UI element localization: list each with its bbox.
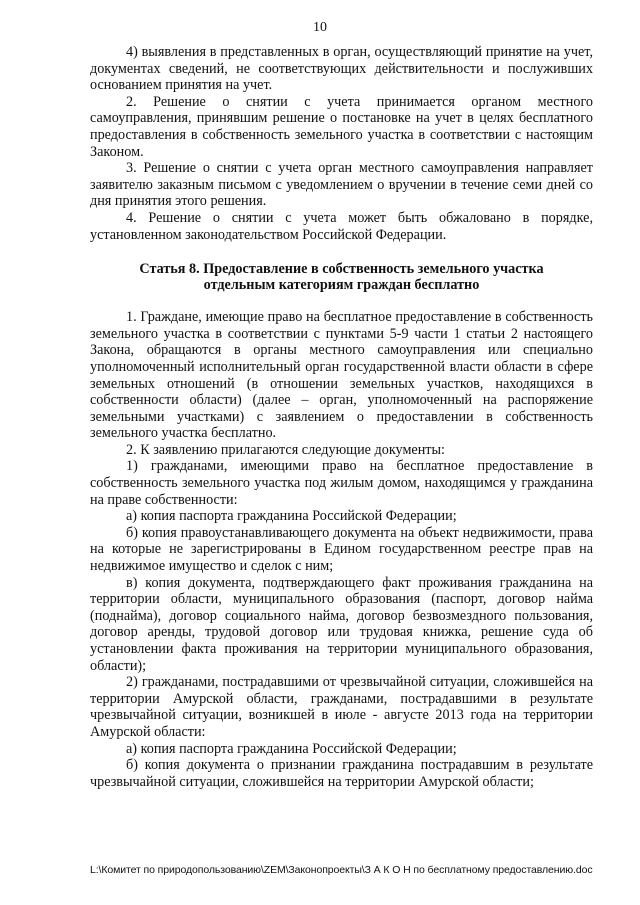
- page-number: 10: [313, 20, 327, 35]
- paragraph: 4) выявления в представленных в орган, осуществляющий принятие на учет, документах сведений, не соответствующих действительности и послуживших основанием принятия на учет.: [90, 44, 593, 94]
- paragraph: 2. Решение о снятии с учета принимается органом местного самоуправления, принявшим решение о постановке на учет в целях бесплатного предоставления в собственность земельного участка в соответствии с настоящим Законом.: [90, 93, 593, 160]
- paragraph: 4. Решение о снятии с учета может быть обжаловано в порядке, установленном законодательством Российской Федерации.: [90, 209, 593, 243]
- paragraph: 2. К заявлению прилагаются следующие документы:: [126, 441, 445, 458]
- paragraph: б) копия документа о признании гражданина пострадавшим в результате чрезвычайной ситуации, сложившейся на территории Амурской области;: [90, 757, 593, 790]
- paragraph: б) копия правоустанавливающего документа на объект недвижимости, права на которые не зарегистрированы в Едином государственном реестре прав на недвижимое имущество и сделок с ним;: [90, 524, 593, 575]
- article-heading: [90, 261, 593, 293]
- document-body: [90, 44, 593, 790]
- paragraph: 1) гражданами, имеющими право на бесплатное предоставление в собственность земельного участка под жилым домом, находящимся у гражданина на праве собственности:: [90, 458, 593, 508]
- paragraph: а) копия паспорта гражданина Российской Федерации;: [126, 508, 457, 525]
- paragraph: 1. Граждане, имеющие право на бесплатное предоставление в собственность земельного участка в соответствии с пунктами 5-9 части 1 статьи 2 настоящего Закона, обращаются в органы местного самоуправления или специально уполномоченный исполнительный орган государственной власти области в сфере земельных отношений (в отношении земельных участков, находящихся в собственности области) (далее – орган, уполномоченный на распоряжение земельными участками) с заявлением о предоставлении в собственность земельного участка бесплатно.: [90, 309, 593, 442]
- article-heading-line: отдельным категориям граждан бесплатно: [203, 277, 480, 294]
- paragraph: 3. Решение о снятии с учета орган местного самоуправления направляет заявителю заказным письмом с уведомлением о вручении в течение семи дней со дня принятия этого решения.: [90, 160, 593, 210]
- file-path-footer: L:\Комитет по природопользованию\ZEM\Законопроекты\З А К О Н по бесплатному предоставлению.doc: [90, 864, 593, 876]
- paragraph: а) копия паспорта гражданина Российской Федерации;: [126, 740, 457, 757]
- article-heading-line: Статья 8. Предоставление в собственность земельного участка: [139, 261, 544, 278]
- paragraph: в) копия документа, подтверждающего факт проживания гражданина на территории области, муниципального образования (паспорт, договор найма (поднайма), договор социального найма, договор безвозмездного пользования, договор аренды, трудовой договор или трудовая книжка, решение суда об установлении факта проживания на территории муниципального образования, области);: [90, 574, 593, 674]
- paragraph: 2) гражданами, пострадавшими от чрезвычайной ситуации, сложившейся на территории Амурской области, гражданами, пострадавшими в результате чрезвычайной ситуации, возникшей в июле - августе 2013 года на территории Амурской области:: [90, 674, 593, 740]
